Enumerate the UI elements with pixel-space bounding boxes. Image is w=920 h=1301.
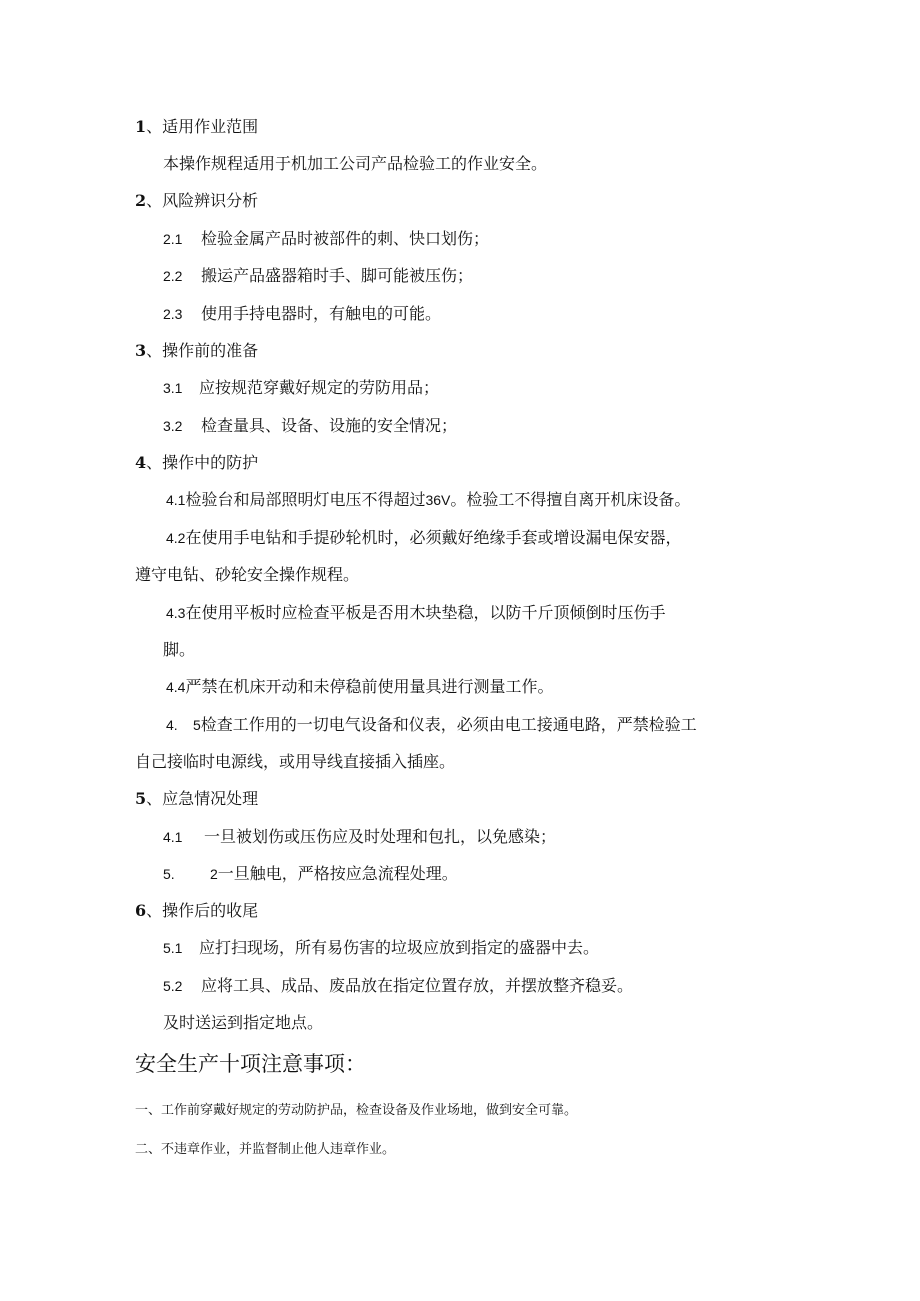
item-number: 5.1 [163, 940, 183, 956]
section-title: 、风险辨识分析 [146, 191, 259, 210]
section-heading-1 [135, 117, 258, 137]
section-heading-3 [135, 341, 258, 361]
list-item [163, 229, 489, 249]
paragraph-continuation: 遵守电钻、砂轮安全操作规程。 [135, 565, 360, 584]
section-number: 3 [135, 341, 147, 360]
item-number: 4.3 [166, 605, 186, 621]
paragraph-continuation: 自己接临时电源线，或用导线直接插入插座。 [135, 752, 456, 771]
paragraph-4-1 [166, 490, 690, 510]
notice-item: 一、工作前穿戴好规定的劳动防护品，检查设备及作业场地，做到安全可靠。 [135, 1103, 578, 1118]
item-text: 一旦被划伤或压伤应及时处理和包扎，以免感染； [204, 827, 557, 846]
item-text: 使用手持电器时，有触电的可能。 [201, 304, 442, 323]
item-text: 应打扫现场，所有易伤害的垃圾应放到指定的盛器中去。 [199, 938, 600, 957]
paragraph: 及时送运到指定地点。 [163, 1013, 324, 1032]
paragraph-4-3 [166, 603, 665, 623]
list-item [163, 416, 457, 436]
item-number: 4.4 [166, 679, 186, 695]
section-heading-5 [135, 789, 258, 809]
paragraph-continuation: 脚。 [163, 640, 196, 659]
item-number: 2 [210, 866, 218, 882]
list-item [163, 827, 556, 847]
item-number: 3.1 [163, 380, 183, 396]
item-number: 5. [163, 866, 175, 882]
section-title: 、操作后的收尾 [146, 901, 259, 920]
item-text: 在使用平板时应检查平板是否用木块垫稳，以防千斤顶倾倒时压伤手 [185, 603, 666, 622]
section-number: 4 [135, 453, 147, 472]
paragraph-4-2 [166, 528, 681, 548]
section-number: 5 [135, 789, 147, 808]
voltage-value: 36V [425, 492, 451, 508]
list-item [163, 304, 441, 324]
notice-item: 二、不违章作业，并监督制止他人违章作业。 [135, 1142, 396, 1157]
item-text: 搬运产品盛器箱时手、脚可能被压伤； [201, 266, 474, 285]
list-item [163, 864, 458, 884]
list-item [163, 938, 599, 958]
item-number: 5 [193, 717, 201, 733]
item-text: 应按规范穿戴好规定的劳防用品； [199, 378, 440, 397]
section-heading-2 [135, 191, 258, 211]
item-number: 4.2 [166, 530, 186, 546]
item-number: 4.1 [163, 829, 183, 845]
section-number: 2 [135, 191, 147, 210]
paragraph: 本操作规程适用于机加工公司产品检验工的作业安全。 [163, 154, 548, 173]
item-text: 应将工具、成品、废品放在指定位置存放，并摆放整齐稳妥。 [201, 976, 634, 995]
item-number: 4. [166, 717, 178, 733]
item-text: 检验台和局部照明灯电压不得超过 [185, 490, 426, 509]
paragraph-4-5 [166, 715, 697, 735]
item-number: 3.2 [163, 418, 183, 434]
item-text: 在使用手电钻和手提砂轮机时，必须戴好绝缘手套或增设漏电保安器， [185, 528, 682, 547]
section-heading-6 [135, 901, 258, 921]
list-item [163, 266, 473, 286]
list-item [163, 976, 633, 996]
section-title: 、操作前的准备 [146, 341, 259, 360]
item-number: 2.3 [163, 306, 183, 322]
section-heading-4 [135, 453, 258, 473]
item-number: 2.1 [163, 231, 183, 247]
item-text: 一旦触电，严格按应急流程处理。 [217, 864, 458, 883]
item-number: 2.2 [163, 268, 183, 284]
section-number: 1 [135, 117, 147, 136]
paragraph-4-4 [166, 677, 553, 697]
item-number: 5.2 [163, 978, 183, 994]
item-text: 检验金属产品时被部件的刺、快口划伤； [201, 229, 490, 248]
item-text: 严禁在机床开动和未停稳前使用量具进行测量工作。 [185, 677, 554, 696]
section-number: 6 [135, 901, 147, 920]
list-item [163, 378, 439, 398]
item-text: 检查工作用的一切电气设备和仪表，必须由电工接通电路，严禁检验工 [200, 715, 697, 734]
section-title: 、适用作业范围 [146, 117, 259, 136]
item-text: 。检验工不得擅自离开机床设备。 [450, 490, 691, 509]
item-number: 4.1 [166, 492, 186, 508]
section-title: 、操作中的防护 [146, 453, 259, 472]
notice-title: 安全生产十项注意事项： [135, 1052, 366, 1076]
section-title: 、应急情况处理 [146, 789, 259, 808]
item-text: 检查量具、设备、设施的安全情况； [201, 416, 458, 435]
